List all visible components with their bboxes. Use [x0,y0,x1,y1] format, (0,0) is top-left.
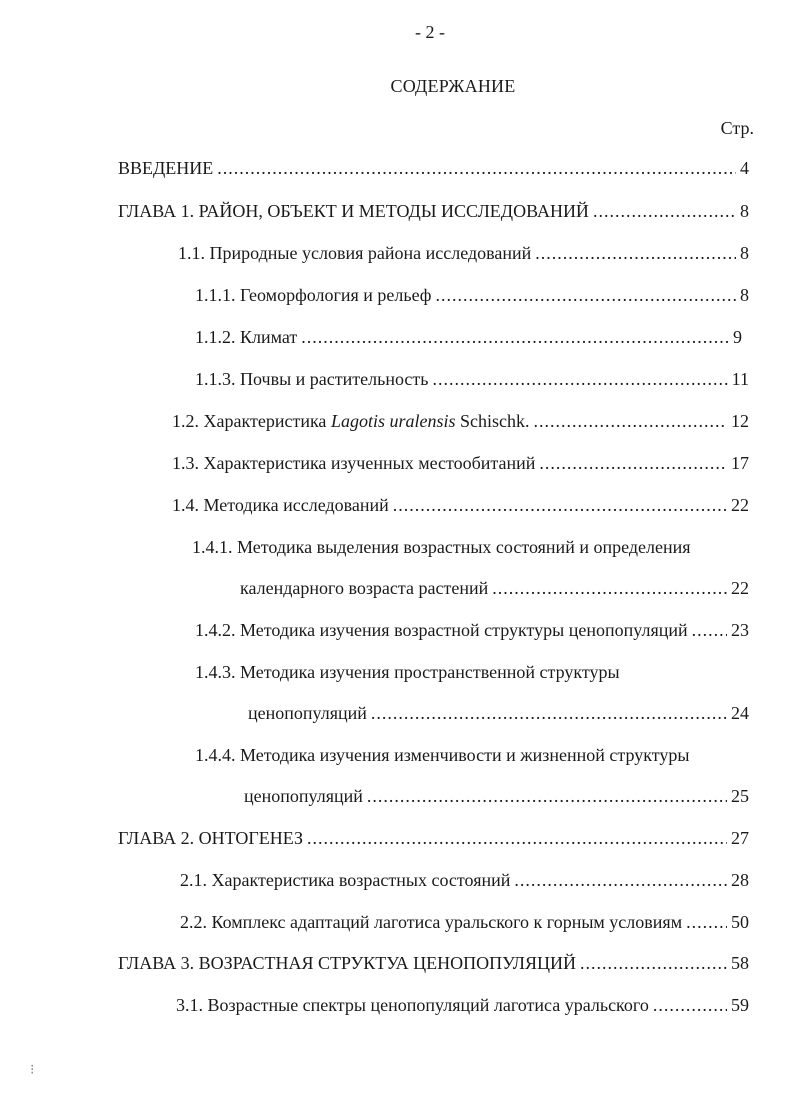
toc-entry-label: 2.1. Характеристика возрастных состояний [180,870,511,890]
toc-entry-page: 25 [731,786,749,806]
toc-entry-page: 22 [731,495,749,515]
toc-entry-label: 2.2. Комплекс адаптаций лаготиса уральского к горным условиям [180,912,683,932]
toc-entry-1-4-1[interactable] [240,575,749,601]
toc-entry-label: ВВЕДЕНИЕ [118,158,214,178]
toc-entry-page: 59 [731,995,749,1015]
toc-entry-introduction[interactable] [118,155,749,181]
toc-entry-1-1-1[interactable] [195,282,749,308]
page-column-label: Стр. [720,118,754,138]
toc-entry-page: 24 [731,703,749,723]
toc-entry-page: 9 [733,327,742,347]
toc-entry-label: 1.4. Методика исследований [172,495,389,515]
toc-entry-chapter-1[interactable] [118,198,749,224]
toc-entry-label: ГЛАВА 2. ОНТОГЕНЕЗ [118,828,304,848]
document-title: СОДЕРЖАНИЕ [390,76,516,96]
species-name: Lagotis uralensis [330,411,456,431]
toc-entry-label: календарного возраста растений [240,578,489,598]
toc-entry-page: 22 [731,578,749,598]
toc-entry-2-2[interactable] [180,909,749,935]
scan-artifact: ⁝ [30,1063,35,1078]
toc-entry-label: 1.1.3. Почвы и растительность [195,369,429,389]
toc-entry-1-2[interactable] [172,408,749,434]
toc-entry-page: 12 [731,411,749,431]
toc-entry-chapter-2[interactable] [118,825,749,851]
toc-entry-page: 28 [731,870,749,890]
toc-entry-page: 8 [740,285,749,305]
toc-entry-page: 11 [731,369,749,389]
toc-entry-page: 27 [731,828,749,848]
toc-entry-1-1-2[interactable] [195,324,742,350]
toc-entry-1-4-1-line1: 1.4.1. Методика выделения возрастных состояний и определения [192,537,691,557]
toc-entry-label: ГЛАВА 3. ВОЗРАСТНАЯ СТРУКТУА ЦЕНОПОПУЛЯЦИЙ [118,953,576,973]
toc-entry-chapter-3[interactable] [118,950,749,976]
toc-entry-label: ценопопуляций [244,786,363,806]
toc-entry-1-4-3[interactable] [248,700,749,726]
toc-entry-page: 23 [731,620,749,640]
toc-entry-label: 1.4.2. Методика изучения возрастной структуры ценопопуляций [195,620,688,640]
toc-entry-2-1[interactable] [180,867,749,893]
toc-entry-label: ценопопуляций [248,703,367,723]
toc-entry-1-4-2[interactable] [195,617,749,643]
toc-entry-label: ГЛАВА 1. РАЙОН, ОБЪЕКТ И МЕТОДЫ ИССЛЕДОВАНИЙ [118,201,589,221]
toc-entry-1-4[interactable] [172,492,749,518]
toc-entry-label: 1.1.2. Климат [195,327,298,347]
toc-entry-page: 58 [731,953,749,973]
toc-entry-page: 8 [740,243,749,263]
toc-entry-label: 1.1.1. Геоморфология и рельеф [195,285,432,305]
toc-entry-1-3[interactable] [172,450,749,476]
page-number: - 2 - [415,22,445,42]
toc-entry-page: 4 [740,158,749,178]
toc-entry-label: 3.1. Возрастные спектры ценопопуляций лаготиса уральского [176,995,649,1015]
toc-entry-label: 1.3. Характеристика изученных местообитаний [172,453,536,473]
toc-entry-label: 1.2. Характеристика Lagotis uralensis Schischk. [172,411,530,431]
toc-entry-1-4-4[interactable] [244,783,749,809]
toc-entry-page: 8 [740,201,749,221]
toc-entry-1-4-4-line1: 1.4.4. Методика изучения изменчивости и жизненной структуры [195,745,690,765]
toc-entry-1-1-3[interactable] [195,366,749,392]
toc-entry-1-1[interactable] [178,240,749,266]
toc-entry-1-4-3-line1: 1.4.3. Методика изучения пространственной структуры [195,662,620,682]
toc-entry-page: 50 [731,912,749,932]
toc-entry-label: 1.1. Природные условия района исследований [178,243,532,263]
toc-entry-page: 17 [731,453,749,473]
toc-entry-3-1[interactable] [176,992,749,1018]
